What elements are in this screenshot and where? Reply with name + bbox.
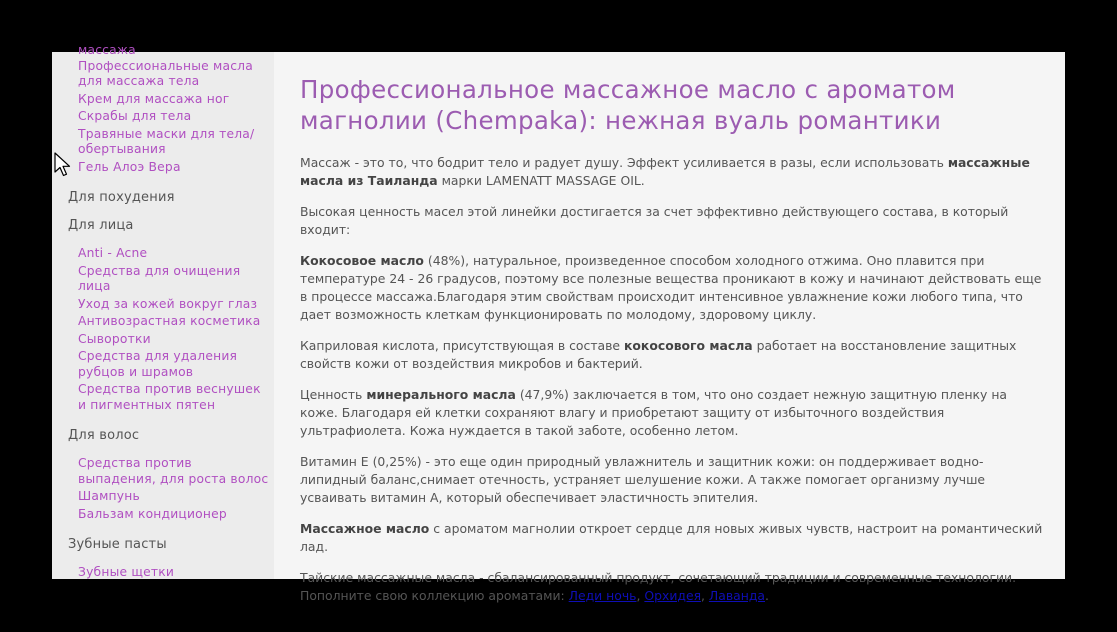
sidebar-link-foot-cream[interactable]: Крем для массажа ног	[78, 91, 230, 106]
link-orchid[interactable]: Орхидея	[644, 588, 702, 603]
sidebar-link-massage-cut[interactable]: массажа	[78, 43, 136, 57]
sidebar-category-weight-loss[interactable]: Для похудения	[68, 190, 175, 205]
article-paragraph: Массаж - это то, что бодрит тело и радует душу. Эффект усиливается в разы, если использовать массажные масла из Таиланда марки LAMENATT MASSAGE OIL.	[300, 155, 1030, 188]
sidebar-link-eye-care[interactable]: Уход за кожей вокруг глаз	[78, 296, 258, 311]
sidebar-link-toothbrushes[interactable]: Зубные щетки	[78, 565, 175, 579]
sidebar-group-tooth	[52, 565, 274, 581]
sidebar-link-freckles[interactable]: Средства против веснушек и пигментных пятен	[78, 382, 261, 412]
sidebar-link-body-scrubs[interactable]: Скрабы для тела	[78, 109, 192, 123]
article-paragraph: Ценность минерального масла (47,9%) заключается в том, что оно создает нежную защитную пленку на коже. Благодаря ей клетки сохраняют влагу и приобретают защиту от избыточного воздействия ультрафиолета. Кожа нуждается в такой заботе, особенно летом.	[300, 387, 1008, 438]
sidebar-link-aloe-gel[interactable]: Гель Алоэ Вера	[78, 159, 181, 174]
article-paragraph: Витамин Е (0,25%) - это еще один природный увлажнитель и защитник кожи: он поддерживает водно-липидный баланс,снимает отечность, устраняет шелушение кожи. А также помогает организму лучше усваивать витамин А, который обеспечивает эластичность эпителия.	[300, 454, 986, 505]
sidebar-link-serums[interactable]: Сыворотки	[78, 331, 151, 346]
link-lady-night[interactable]: Леди ночь	[568, 588, 637, 603]
sidebar-link-pro-massage-oils[interactable]: Профессиональные масла для массажа тела	[78, 58, 253, 88]
sidebar-link-herbal-masks[interactable]: Травяные маски для тела/обертывания	[78, 126, 255, 156]
sidebar-group-massage	[52, 59, 274, 176]
sidebar-link-shampoo[interactable]: Шампунь	[78, 489, 140, 503]
sidebar-nav	[52, 43, 274, 579]
article-paragraph: Тайские массажные масла - сбалансированный продукт, сочетающий традиции и современные технологии. Пополните свою коллекцию ароматами: Леди ночь, Орхидея, Лаванда.	[300, 570, 1017, 603]
sidebar-link-conditioner[interactable]: Бальзам кондиционер	[78, 506, 227, 521]
sidebar-group-hair	[52, 456, 274, 522]
article-paragraph: Кокосовое масло (48%), натуральное, произведенное способом холодного отжима. Оно плавится при температуре 24 - 26 градусов, поэтому все полезные вещества проникают в кожу и начинают действовать еще в процессе массажа.Благодаря этим свойствам происходит интенсивное увлажнение кожи любого типа, что дает возможность клеткам функционировать по молодому, здоровому циклу.	[300, 253, 1042, 322]
page-frame	[52, 43, 1065, 603]
sidebar-link-anti-age[interactable]: Антивозрастная косметика	[78, 314, 261, 328]
sidebar-category-toothpaste[interactable]: Зубные пасты	[68, 537, 167, 552]
arrow-cursor-icon	[54, 152, 72, 178]
link-lavender[interactable]: Лаванда	[708, 588, 765, 603]
article-paragraph: Высокая ценность масел этой линейки достигается за счет эффективно действующего состава, в который входит:	[300, 204, 1009, 237]
sidebar-link-scar-removal[interactable]: Средства для удаления рубцов и шрамов	[78, 349, 238, 379]
article-content	[274, 52, 1065, 603]
article-title: Профессиональное массажное масло с ароматом магнолии (Chempaka): нежная вуаль романтики	[300, 75, 956, 135]
sidebar-link-face-cleansing[interactable]: Средства для очищения лица	[78, 263, 241, 293]
sidebar-link-anti-acne[interactable]: Anti - Acne	[78, 246, 148, 260]
sidebar-link-hair-loss[interactable]: Средства против выпадения, для роста волос	[78, 456, 269, 486]
article-paragraph: Каприловая кислота, присутствующая в составе кокосового масла работает на восстановление защитных свойств кожи от воздействия микробов и бактерий.	[300, 338, 1017, 371]
sidebar-category-hair[interactable]: Для волос	[68, 428, 140, 443]
sidebar-group-face	[52, 246, 274, 413]
article-paragraph: Массажное масло с ароматом магнолии откроет сердце для новых живых чувств, настроит на романтический лад.	[300, 521, 1043, 554]
sidebar-category-face[interactable]: Для лица	[68, 218, 134, 233]
